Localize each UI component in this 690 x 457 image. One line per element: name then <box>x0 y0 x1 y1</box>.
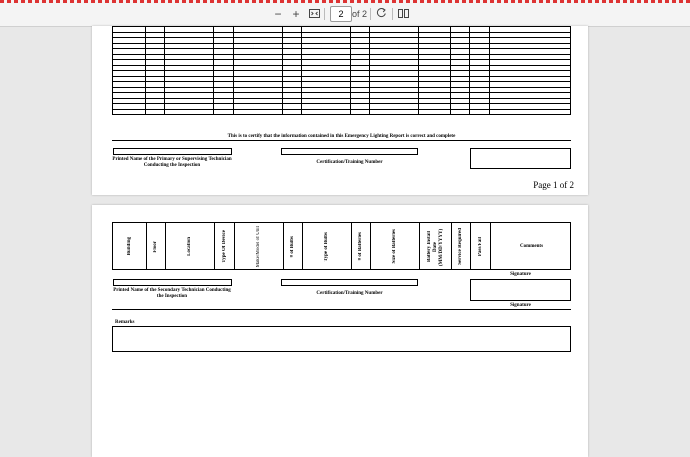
column-header-label: # of Bulbs <box>290 235 295 258</box>
table-row-line <box>112 81 571 82</box>
table-row-line <box>112 43 571 44</box>
secondary-signature-field[interactable] <box>470 279 571 301</box>
zoom-out-button[interactable]: − <box>274 7 282 21</box>
page-number-input[interactable] <box>330 6 352 22</box>
page-total-label: of 2 <box>352 9 368 19</box>
zoom-in-button[interactable]: + <box>292 7 300 21</box>
table-column-line <box>213 26 214 115</box>
pdf-page-1 <box>92 26 588 195</box>
remarks-field[interactable] <box>112 326 571 352</box>
table-row-line <box>112 37 571 38</box>
table-column-line <box>301 26 302 115</box>
certification-number-label-2: Certification/Training Number <box>316 291 383 296</box>
column-header-label: Service Required <box>458 228 463 265</box>
column-header <box>146 223 165 270</box>
column-header-label: Type of Bulbs <box>324 231 329 262</box>
column-header <box>113 223 146 270</box>
table-column-line <box>145 26 146 115</box>
column-header <box>283 223 302 270</box>
pdf-toolbar <box>0 0 690 27</box>
table-row-line <box>112 87 571 88</box>
table-row-line <box>112 109 571 110</box>
column-header <box>470 223 490 270</box>
table-row-line <box>112 70 571 71</box>
toolbar-separator <box>370 8 371 20</box>
toolbar-top-dashes <box>0 0 690 3</box>
table-row-line <box>112 32 571 33</box>
table-row-line <box>112 26 571 27</box>
table-column-line <box>369 26 370 115</box>
table-column-line <box>282 26 283 115</box>
table-column-line <box>489 26 490 115</box>
certification-number-label: Certification/Training Number <box>316 160 383 165</box>
table-column-line <box>164 26 165 115</box>
table-column-line <box>112 26 113 115</box>
table-row-line <box>112 59 571 60</box>
column-header-label: # of Batteries <box>358 232 363 261</box>
signature-label-2: Signature <box>510 303 531 308</box>
page-number-label: Page 1 of 2 <box>533 180 574 190</box>
column-header-label: Floor <box>153 240 158 253</box>
pdf-page-2 <box>92 205 588 457</box>
toolbar-separator <box>324 8 325 20</box>
table-row-line <box>112 114 571 115</box>
section-rule <box>112 309 571 310</box>
table-row-line <box>112 103 571 104</box>
column-header-label: Type Of Device <box>221 230 227 263</box>
table-column-line <box>350 26 351 115</box>
certify-statement: This is to certify that the information contained in this Emergency Lighting Report is correct and complete <box>227 134 456 139</box>
signature-label: Signature <box>510 272 531 277</box>
column-header-label: Location <box>187 237 192 256</box>
column-header <box>419 223 451 270</box>
column-header-label: Comments <box>519 244 544 249</box>
table-column-line <box>233 26 234 115</box>
table-row-line <box>112 98 571 99</box>
column-header <box>490 223 572 270</box>
table-row-line <box>112 65 571 66</box>
inspection-table-header <box>112 222 571 270</box>
fit-page-icon[interactable] <box>308 7 320 21</box>
column-header-label: Pass/Fail <box>477 236 483 257</box>
primary-signature-field[interactable] <box>470 148 571 169</box>
table-row-line <box>112 48 571 49</box>
certification-number-field[interactable] <box>281 148 418 155</box>
primary-technician-name-field[interactable] <box>113 148 232 155</box>
remarks-label: Remarks <box>115 320 135 325</box>
table-row-line <box>112 54 571 55</box>
secondary-technician-name-field[interactable] <box>113 279 232 286</box>
column-header <box>214 223 234 270</box>
table-row-line <box>112 76 571 77</box>
column-header <box>234 223 283 270</box>
column-header <box>370 223 419 270</box>
column-header-label: Building <box>126 237 132 256</box>
toolbar-separator <box>392 8 393 20</box>
table-column-line <box>570 26 571 115</box>
table-column-line <box>418 26 419 115</box>
column-header <box>451 223 470 270</box>
rotate-icon[interactable] <box>375 7 387 21</box>
certification-number-field-2[interactable] <box>281 279 418 286</box>
two-page-view-icon[interactable] <box>397 7 409 21</box>
column-header <box>302 223 351 270</box>
column-header <box>165 223 214 270</box>
secondary-technician-label: Printed Name of the Secondary Technician Conducting the Inspection <box>113 288 231 299</box>
table-row-line <box>112 92 571 93</box>
table-column-line <box>450 26 451 115</box>
column-header <box>351 223 370 270</box>
column-header-label: Size of Batteries <box>392 229 397 264</box>
column-header-label: Battery Install Date (MM/DD/YYYY) <box>426 227 444 266</box>
certify-rule <box>112 140 571 141</box>
table-column-line <box>469 26 470 115</box>
primary-technician-label: Printed Name of the Primary or Supervising Technician Conducting the Inspection <box>112 157 232 168</box>
column-header-label: Make/Model of Unit <box>256 225 261 268</box>
